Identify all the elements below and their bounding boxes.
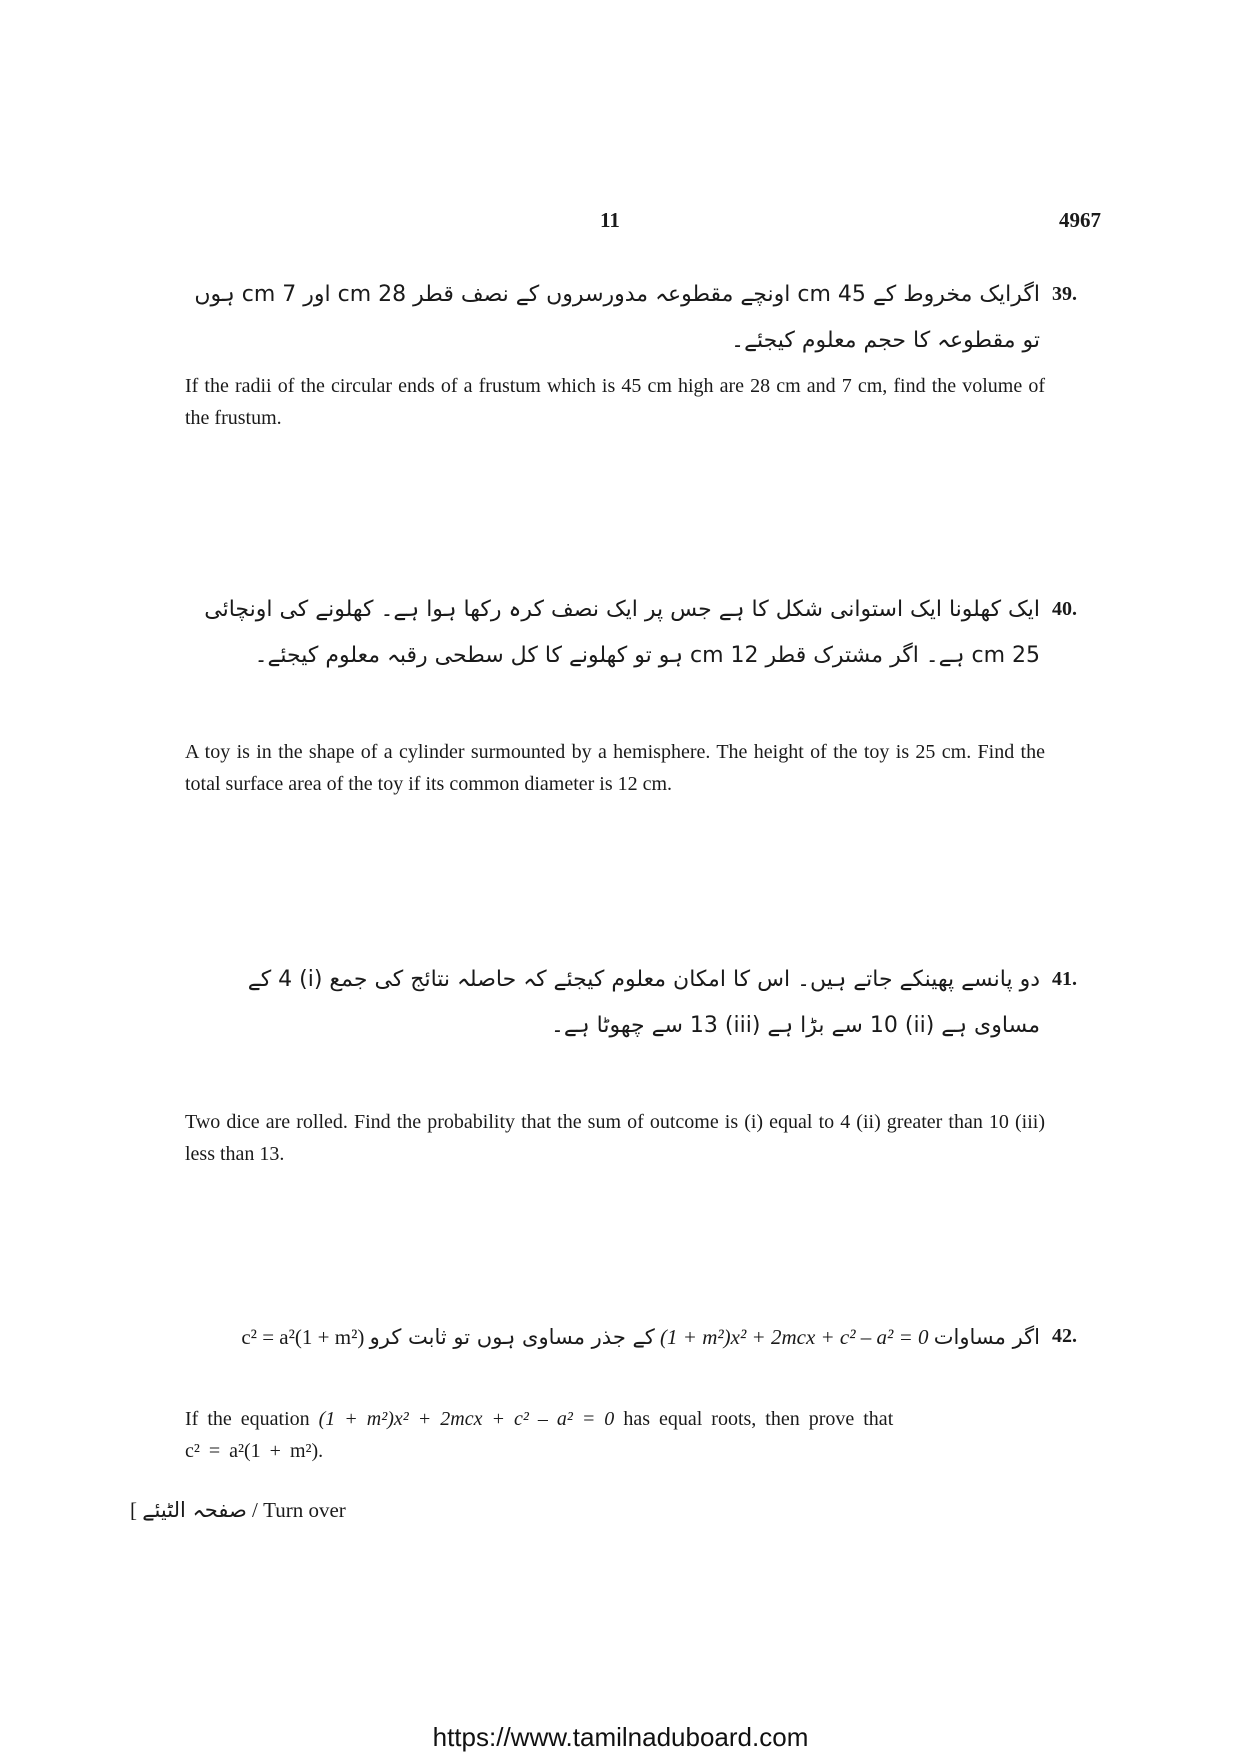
- question-42-urdu-prefix: اگر مساوات: [933, 1325, 1040, 1349]
- question-42-english-result: c² = a²(1 + m²).: [185, 1440, 324, 1462]
- turn-over-english: Turn over: [263, 1498, 346, 1522]
- turn-over-separator: /: [252, 1498, 258, 1522]
- question-39-english: If the radii of the circular ends of a frustum which is 45 cm high are 28 cm and 7 cm, find the volume of the frustum.: [185, 375, 1045, 429]
- question-42-english-intro: If the equation: [185, 1408, 310, 1430]
- page-number: 11: [600, 208, 620, 232]
- question-41-urdu: دو پانسے پھینکے جاتے ہیں۔ اس کا امکان معلوم کیجئے کہ حاصلہ نتائج کی جمع (i) 4 کے مساوی ہے (ii) 10 سے بڑا ہے (iii) 13 سے چھوٹا ہے۔: [247, 967, 1040, 1038]
- question-number-41: 41.: [1052, 968, 1077, 990]
- question-41-english: Two dice are rolled. Find the probability that the sum of outcome is (i) equal to 4 (ii) greater than 10 (iii) less than 13.: [185, 1111, 1045, 1165]
- question-number-42: 42.: [1052, 1325, 1077, 1347]
- turn-over-bracket: [: [130, 1498, 137, 1522]
- question-42-urdu-middle: کے جذر مساوی ہوں تو ثابت کرو: [369, 1325, 655, 1349]
- question-42-urdu-result: c² = a²(1 + m²): [241, 1325, 365, 1349]
- question-40-english: A toy is in the shape of a cylinder surmounted by a hemisphere. The height of the toy is 25 cm. Find the total surface area of the toy if its common diameter is 12 cm.: [185, 741, 1045, 795]
- question-number-39: 39.: [1052, 283, 1077, 305]
- footer-url[interactable]: https://www.tamilnaduboard.com: [432, 1722, 809, 1752]
- question-42-urdu: [185, 1314, 1040, 1360]
- turn-over-urdu: صفحہ الٹیئے: [142, 1498, 247, 1522]
- question-42-english: [185, 1403, 1045, 1467]
- question-39-urdu: اگرایک مخروط کے 45 cm اونچے مقطوعہ مدورسروں کے نصف قطر 28 cm اور 7 cm ہوں تو مقطوعہ کا حجم معلوم کیجئے۔: [194, 282, 1040, 353]
- question-number-40: 40.: [1052, 598, 1077, 620]
- question-40-urdu: ایک کھلونا ایک استوانی شکل کا ہے جس پر ایک نصف کرہ رکھا ہوا ہے۔ کھلونے کی اونچائی 25 cm ہے۔ اگر مشترک قطر 12 cm ہو تو کھلونے کا کل سطحی رقبہ معلوم کیجئے۔: [204, 597, 1040, 668]
- turn-over-note: [130, 1498, 346, 1523]
- question-42-urdu-equation: (1 + m²)x² + 2mcx + c² – a² = 0: [660, 1325, 929, 1349]
- question-42-english-outro: has equal roots, then prove that: [623, 1408, 894, 1430]
- question-42-english-equation: (1 + m²)x² + 2mcx + c² – a² = 0: [318, 1408, 615, 1430]
- paper-code: 4967: [1059, 208, 1101, 232]
